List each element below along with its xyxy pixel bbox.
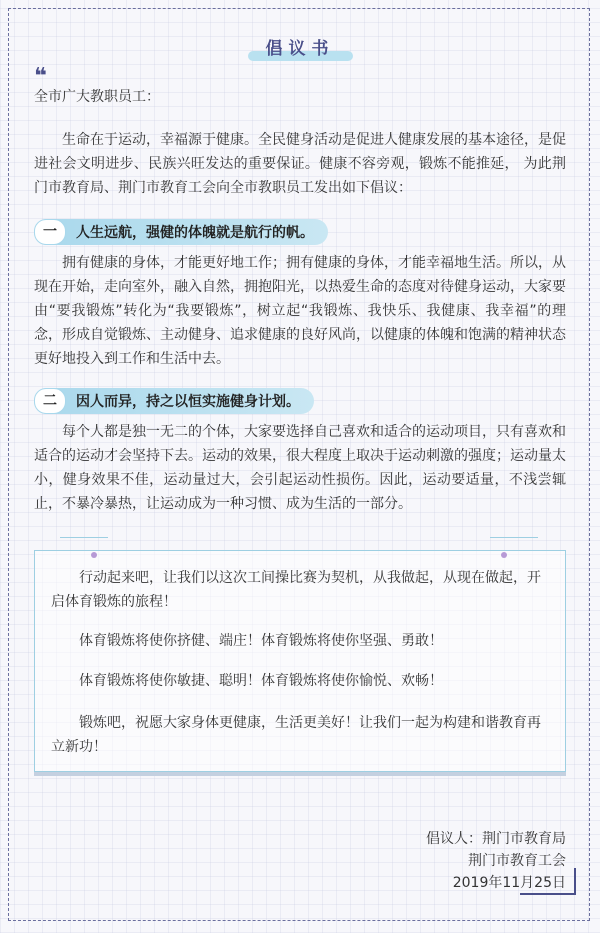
quote-icon: ❝ — [34, 64, 47, 89]
section-body-1: 拥有健康的身体，才能更好地工作；拥有健康的身体，才能幸福地生活。所以，从现在开始，走向室外，融入自然，拥抱阳光，以热爱生命的态度对待健身运动，大家要由“要我锻炼”转化为“我要锻炼”，树立起“我锻炼、我快乐、我健康、我幸福”的理念，形成自觉锻炼、主动健身、追求健康的良好风尚，以健康的体魄和饱满的精神状态更好地投入到工作和生活中去。 — [34, 255, 566, 367]
title-wrap — [0, 30, 600, 63]
box-shadow — [34, 772, 566, 776]
callout-paragraph: 体育锻炼将使你敏捷、聪明！体育锻炼将使你愉悦、欢畅！ — [79, 673, 443, 689]
callout-paragraph: 体育锻炼将使你挤健、端庄！体育锻炼将使你坚强、勇敢！ — [79, 633, 443, 649]
box-tick-right — [490, 537, 538, 538]
intro-paragraph: 生命在于运动，幸福源于健康。全民健身活动是促进人健康发展的基本途径，是促进社会文明进步、民族兴旺发达的重要保证。健康不容旁观，锻炼不能推延， 为此荆门市教育局、荆门市教育工会向全市教职员工发出如下倡议： — [34, 132, 566, 196]
corner-decoration — [520, 893, 576, 895]
callout-paragraph: 行动起来吧，让我们以这次工间操比赛为契机，从我做起，从现在做起，开启体育锻炼的旅程！ — [51, 570, 541, 610]
greeting: 全市广大教职员工： — [34, 89, 160, 105]
callout-box — [34, 550, 566, 772]
signature-org: 荆门市教育工会 — [468, 853, 566, 869]
callout-paragraph: 锻炼吧，祝愿大家身体更健康，生活更美好！让我们一起为构建和谐教育再立新功！ — [51, 715, 541, 755]
section-heading-1 — [34, 219, 328, 245]
section-number: 一 — [34, 219, 66, 245]
dot-decoration — [91, 552, 97, 558]
dot-decoration — [501, 552, 507, 558]
section-heading-text: 人生远航，强健的体魄就是航行的帆。 — [76, 225, 314, 241]
box-tick-left — [60, 537, 108, 538]
section-body-2: 每个人都是独一无二的个体，大家要选择自己喜欢和适合的运动项目，只有喜欢和适合的运动才会坚持下去。运动的效果，很大程度上取决于运动刺激的强度；运动量太小，健身效果不佳，运动量过大，会引起运动性损伤。因此，运动要适量，不浅尝辄止，不暴冷暴热，让运动成为一种习惯、成为生活的一部分。 — [34, 424, 566, 512]
page-title: 倡议书 — [244, 30, 357, 63]
section-heading-2 — [34, 388, 314, 414]
corner-decoration-vertical — [574, 868, 576, 895]
section-number: 二 — [34, 388, 66, 414]
signature-date: 2019年11月25日 — [452, 875, 566, 891]
section-heading-text: 因人而异，持之以恒实施健身计划。 — [76, 394, 300, 410]
signature-line: 倡议人：荆门市教育局 — [426, 831, 566, 847]
